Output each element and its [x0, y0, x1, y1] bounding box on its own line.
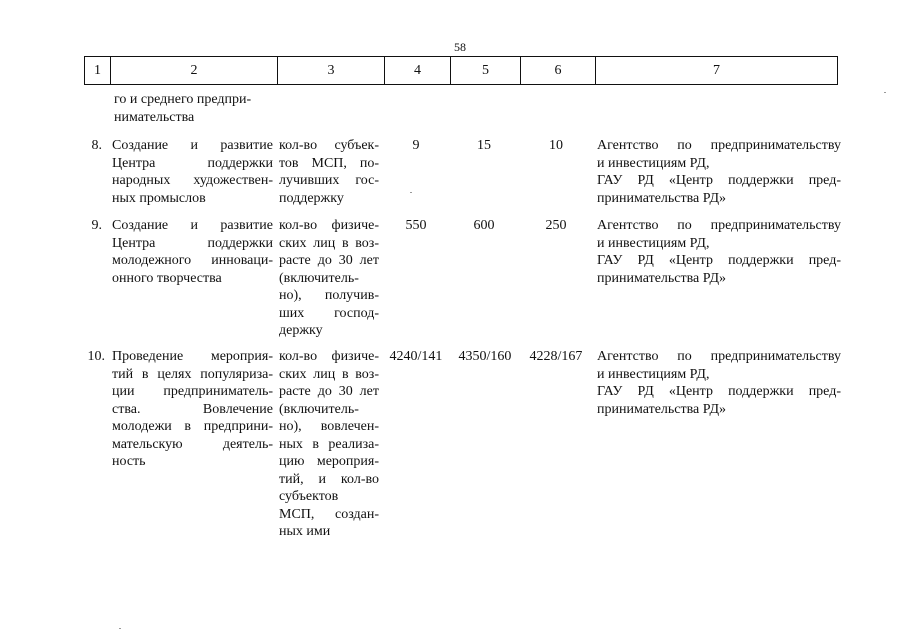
- header-col-1: 1: [85, 57, 111, 84]
- row-indicator: кол-во физиче- ских лиц в воз- расте до 30 лет (включитель- но), получив- ших господ- держку: [279, 218, 379, 338]
- continuation-text: го и среднего предпри- нимательства: [114, 92, 252, 125]
- scan-speck: [410, 192, 412, 193]
- row-number: 8.: [91, 138, 102, 153]
- header-col-5: 5: [451, 57, 521, 84]
- row-name: Создание и развитие Центра поддержки молодежного инноваци- онного творчества: [112, 218, 273, 286]
- value-col-6: 10: [549, 138, 563, 153]
- row-organization: Агентство по предпринимательству и инвестициям РД, ГАУ РД «Центр поддержки пред- принимательства РД»: [597, 218, 841, 286]
- row-indicator: кол-во субъек- тов МСП, по- лучивших гос- поддержку: [279, 138, 379, 206]
- row-number: 9.: [91, 218, 102, 233]
- scan-speck: [884, 92, 886, 93]
- row-organization: Агентство по предпринимательству и инвестициям РД, ГАУ РД «Центр поддержки пред- принимательства РД»: [597, 138, 841, 206]
- header-col-7: 7: [713, 63, 720, 78]
- row-organization: Агентство по предпринимательству и инвестициям РД, ГАУ РД «Центр поддержки пред- принимательства РД»: [597, 349, 841, 417]
- row-name: Проведение мероприя- тий в целях популяриза- ции предприниматель- ства. Вовлечение молодежи в предприни- мательскую деятель- ность: [112, 349, 273, 469]
- row-name: Создание и развитие Центра поддержки народных художествен- ных промыслов: [112, 138, 273, 206]
- scan-speck: [119, 628, 121, 629]
- table-header-row: [84, 56, 838, 85]
- value-col-6: 250: [545, 218, 567, 233]
- value-col-6: 4228/167: [529, 349, 583, 364]
- header-col-3: 3: [278, 57, 385, 84]
- header-col-2: 2: [111, 57, 278, 84]
- header-col-6: 6: [521, 57, 596, 84]
- page-number: 58: [454, 40, 466, 54]
- value-col-4: 4240/141: [389, 349, 443, 364]
- row-indicator: кол-во физиче- ских лиц в воз- расте до 30 лет (включитель- но), вовлечен- ных в реализа- цию мероприя- тий, и кол-во субъектов МСП, создан- ных ими: [279, 349, 379, 539]
- value-col-5: 600: [473, 218, 495, 233]
- value-col-4: 550: [405, 218, 427, 233]
- row-number: 10.: [87, 349, 105, 364]
- value-col-5: 4350/160: [458, 349, 512, 364]
- value-col-5: 15: [477, 138, 491, 153]
- header-col-4: 4: [385, 57, 451, 84]
- value-col-4: 9: [412, 138, 420, 153]
